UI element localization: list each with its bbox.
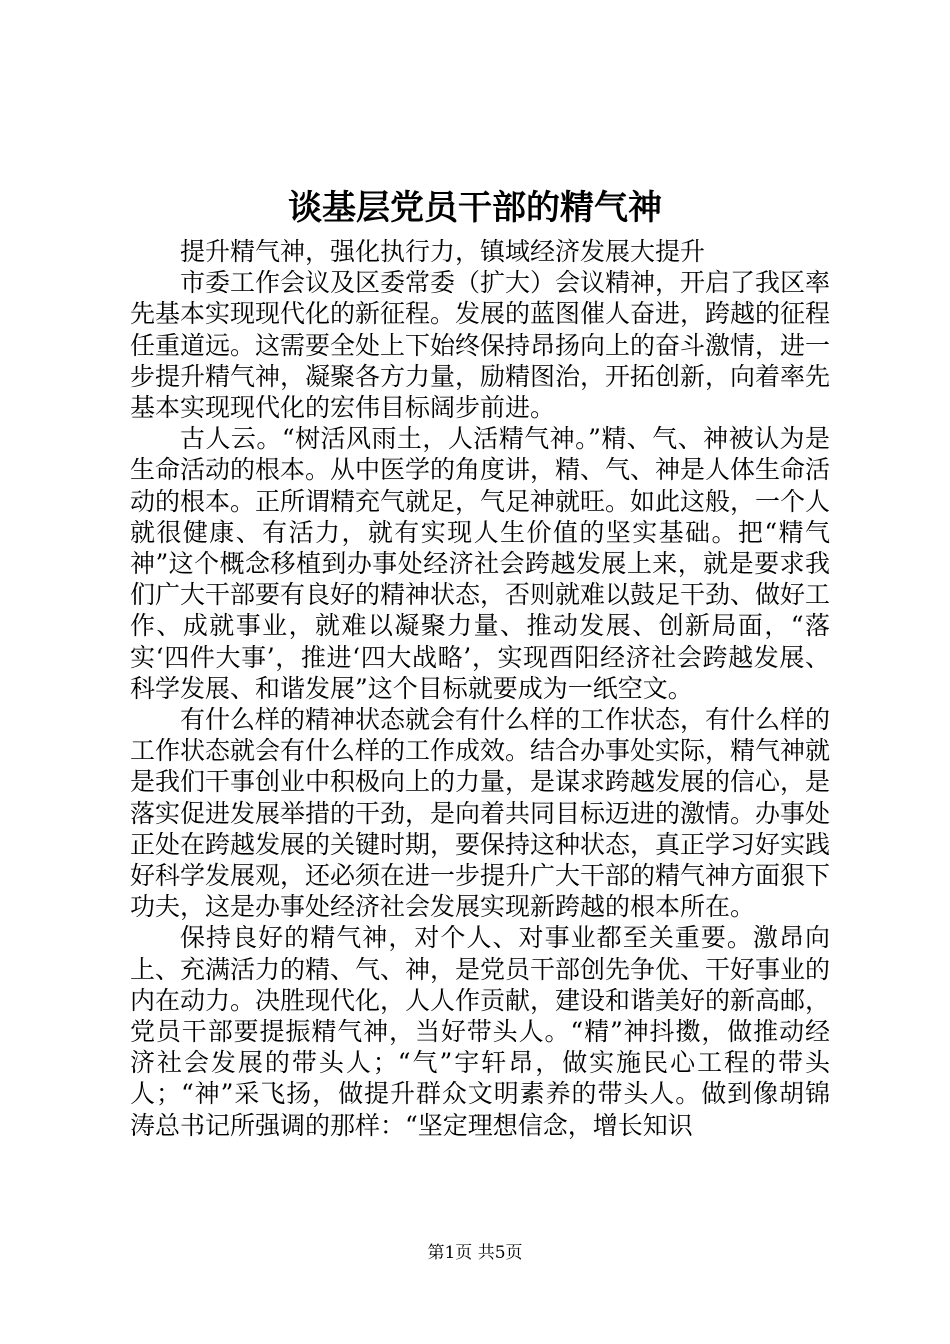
document-body — [130, 236, 830, 1141]
paragraph: 保持良好的精气神，对个人、对事业都至关重要。激昂向上、充满活力的精、气、神，是党员干部创先争优、干好事业的内在动力。决胜现代化，人人作贡献，建设和谐美好的新高邮，党员干部要提振精气神，当好带头人。“精”神抖擞，做推动经济社会发展的带头人；“气”宇轩昂，做实施民心工程的带头人；“神”采飞扬，做提升群众文明素养的带头人。做到像胡锦涛总书记所强调的那样：“坚定理想信念，增长知识 — [130, 923, 831, 1140]
paragraph: 古人云。“树活风雨土，人活精气神。”精、气、神被认为是生命活动的根本。从中医学的角度讲，精、气、神是人体生命活动的根本。正所谓精充气就足，气足神就旺。如此这般，一个人就很健康、有活力，就有实现人生价值的坚实基础。把“精气神”这个概念移植到办事处经济社会跨越发展上来，就是要求我们广大干部要有良好的精神状态，否则就难以鼓足干劲、做好工作、成就事业，就难以凝聚力量、推动发展、创新局面，“落实‘四件大事’，推进‘四大战略’，实现酉阳经济社会跨越发展、科学发展、和谐发展”这个目标就要成为一纸空文。 — [130, 424, 831, 703]
paragraph: 市委工作会议及区委常委（扩大）会议精神，开启了我区率先基本实现现代化的新征程。发展的蓝图催人奋进，跨越的征程任重道远。这需要全处上下始终保持昂扬向上的奋斗激情，进一步提升精气神，凝聚各方力量，励精图治，开拓创新，向着率先基本实现现代化的宏伟目标阔步前进。 — [130, 268, 831, 423]
page-number-footer: 第1页 共5页 — [427, 1243, 523, 1263]
document-title: 谈基层党员干部的精气神 — [288, 188, 662, 228]
paragraph-subtitle: 提升精气神，强化执行力，镇域经济发展大提升 — [180, 237, 706, 266]
paragraph: 有什么样的精神状态就会有什么样的工作状态，有什么样的工作状态就会有什么样的工作成效。结合办事处实际，精气神就是我们干事创业中积极向上的力量，是谋求跨越发展的信心，是落实促进发展举措的干劲，是向着共同目标迈进的激情。办事处正处在跨越发展的关键时期，要保持这种状态，真正学习好实践好科学发展观，还必须在进一步提升广大干部的精气神方面狠下功夫，这是办事处经济社会发展实现新跨越的根本所在。 — [130, 705, 831, 922]
